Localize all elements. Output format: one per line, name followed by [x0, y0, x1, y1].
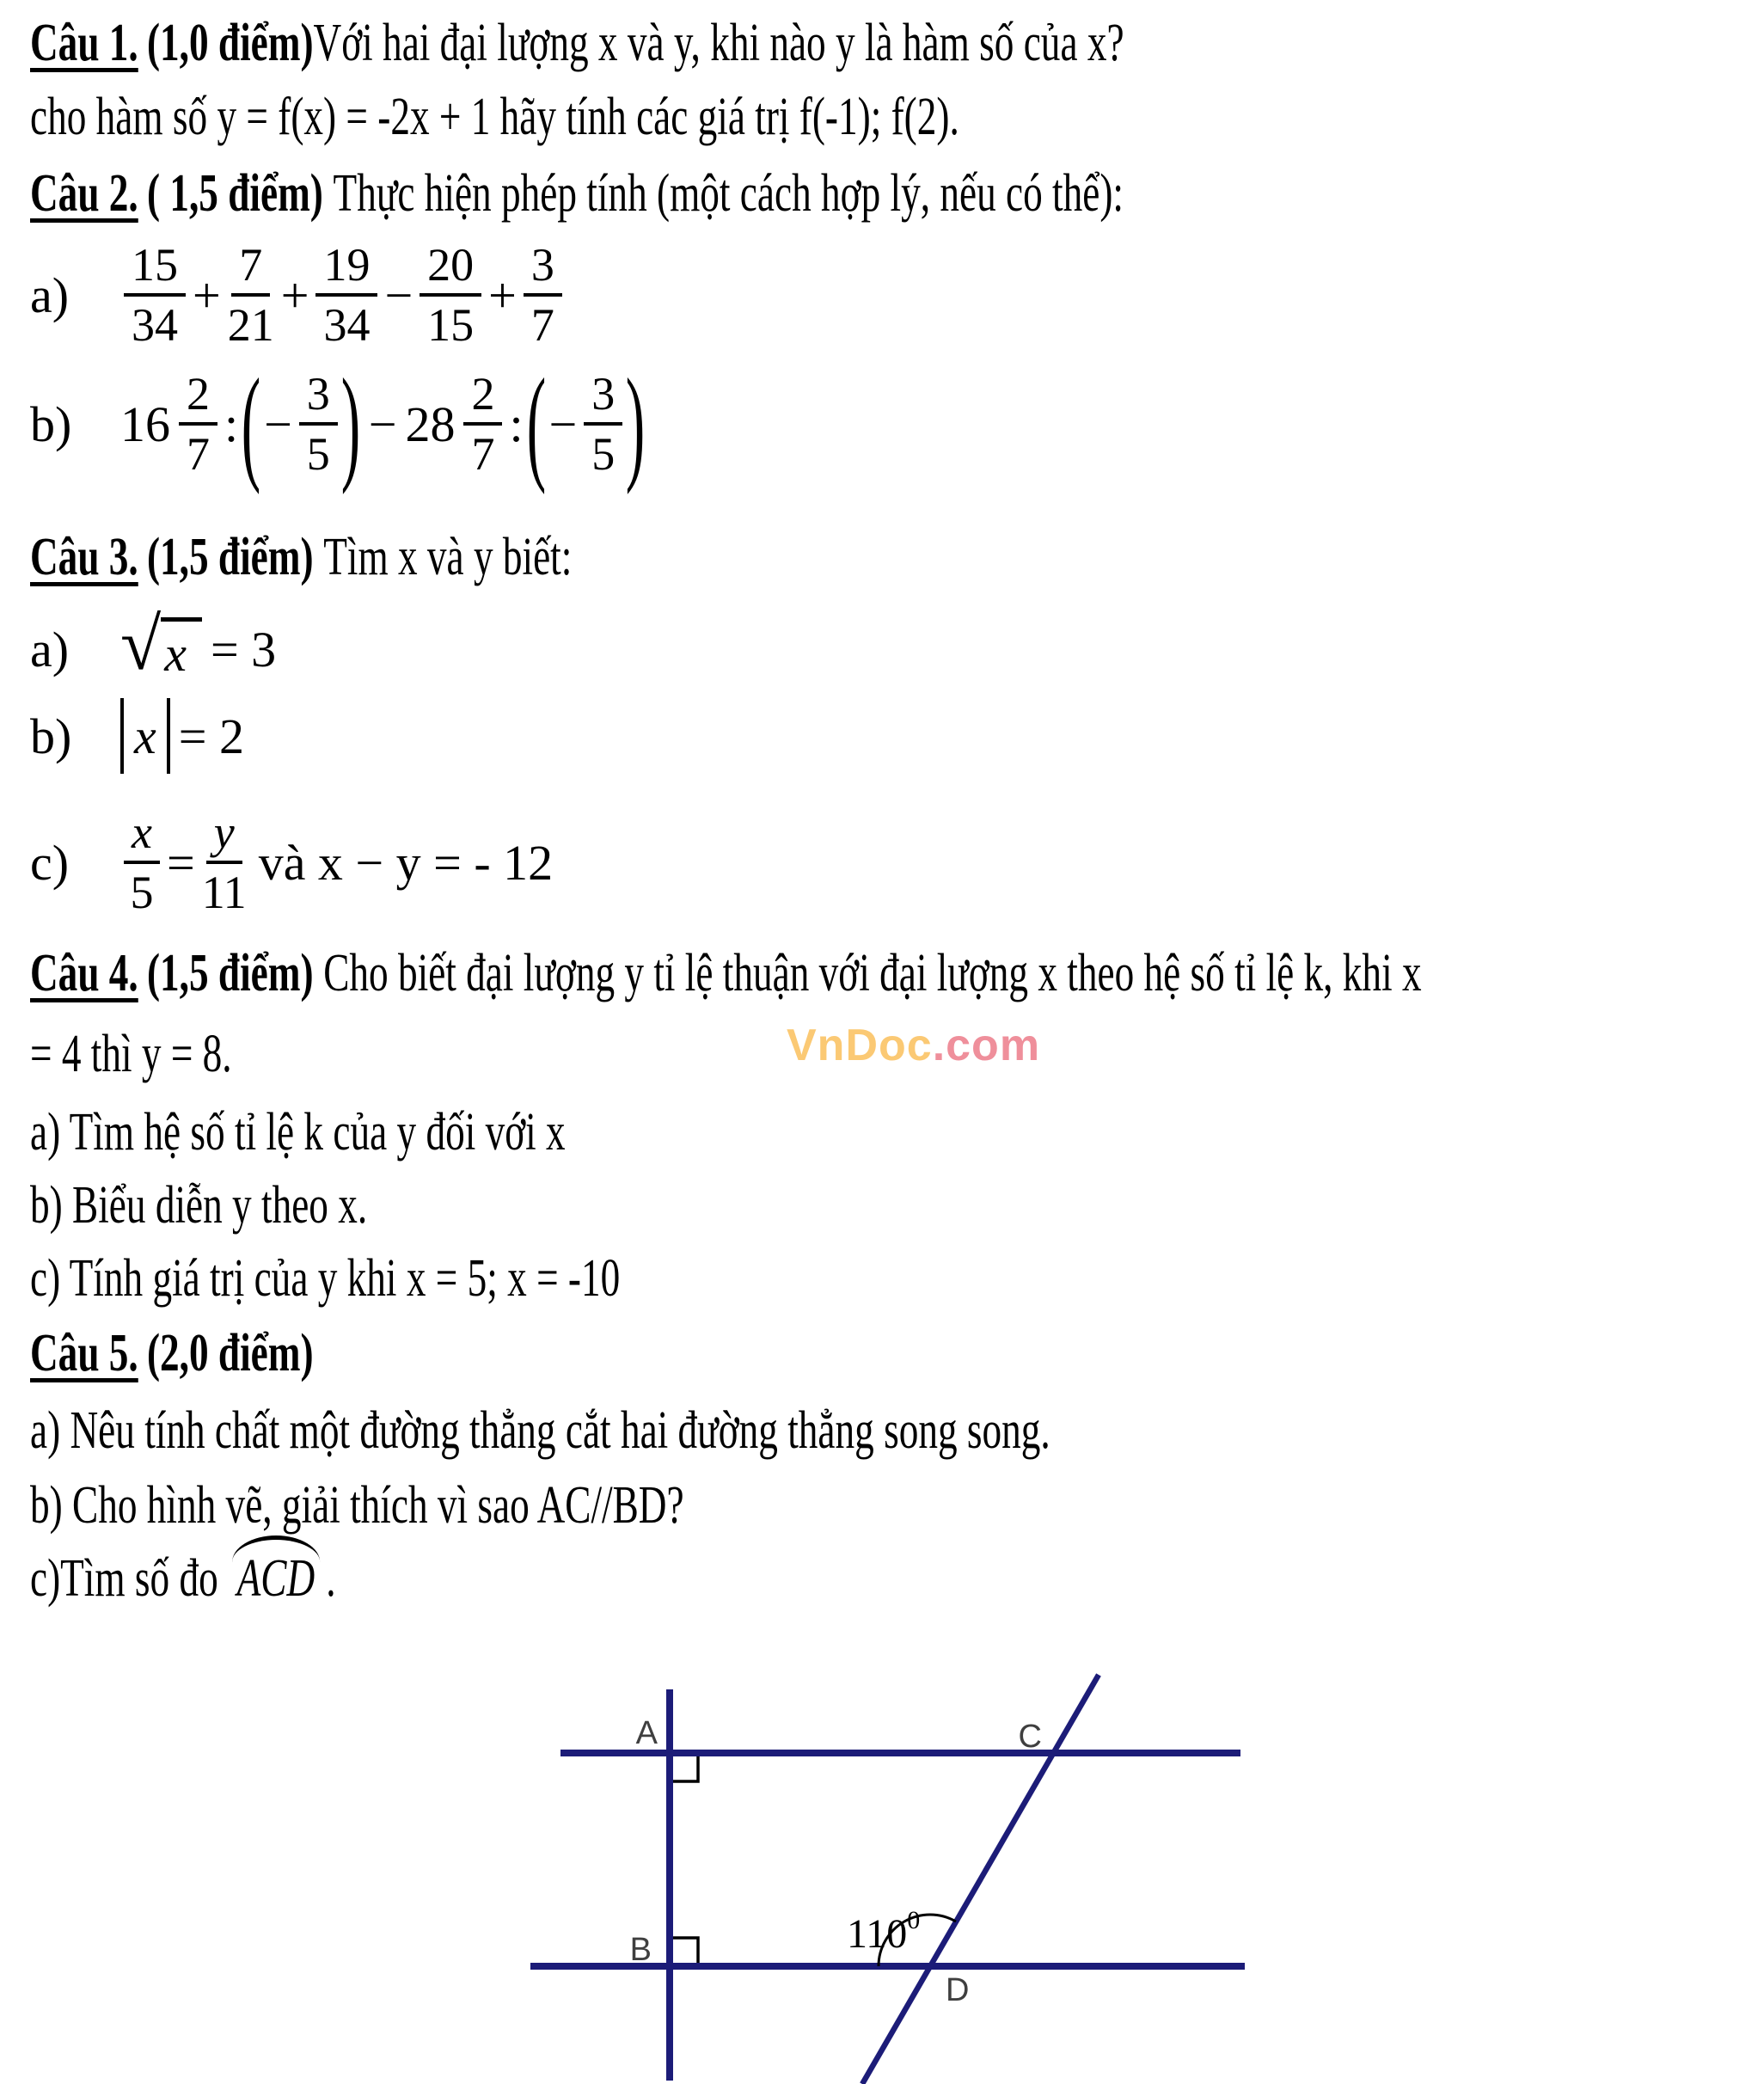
item-c-label: c) [30, 834, 70, 891]
condition-text: và x − y = - 12 [258, 834, 554, 891]
fraction: $\frac{15}{34}$ [124, 239, 186, 352]
operator-minus: − [368, 395, 397, 452]
operator-plus: + [280, 267, 309, 323]
angle-measure-110: $110^0$ [847, 1906, 921, 1957]
watermark-part2: .com [932, 1021, 1041, 1070]
cau1-function-text: cho hàm số y = f(x) = -2x + 1 hãy tính các giá trị f(-1); f(2). [30, 88, 959, 146]
equation-rhs: = 2 [178, 708, 244, 764]
right-paren: ) [340, 352, 361, 496]
fraction: $\frac{3}{5}$ [584, 368, 622, 481]
fraction: $\frac{3}{5}$ [299, 368, 338, 481]
cau4-statement: Cho biết đại lượng y tỉ lệ thuận với đại lượng x theo hệ số tỉ lệ k, khi x [323, 944, 1422, 1002]
operator-plus: + [193, 267, 221, 323]
cau5-item-a: a) Nêu tính chất một đường thẳng cắt hai đường thẳng song song. [30, 1401, 1050, 1460]
operator-plus: + [488, 267, 517, 323]
cau5-heading: Câu 5. [30, 1324, 138, 1382]
fraction: $\frac{20}{15}$ [420, 239, 481, 352]
fraction: $\frac{7}{21}$ [227, 239, 274, 352]
equation-rhs: = 3 [210, 621, 277, 677]
cau4-heading-line [30, 944, 1422, 1002]
fraction: $\frac{2}{7}$ [463, 368, 502, 481]
absolute-value: x [120, 698, 170, 774]
cau2-heading-line [30, 164, 1124, 223]
fraction: $\frac{x}{5}$ [124, 806, 160, 919]
fraction: $\frac{19}{34}$ [315, 239, 377, 352]
cau3-points: (1,5 điểm) [146, 528, 314, 586]
right-angle-mark-A [670, 1753, 698, 1781]
operator-divide: : [224, 395, 239, 452]
cau1-points: (1,0 điểm) [146, 14, 314, 72]
operator-negative: − [548, 395, 578, 452]
cau3-item-c [30, 806, 561, 919]
cau5-item-b: b) Cho hình vẽ, giải thích vì sao AC//BD? [30, 1476, 684, 1535]
cau4-heading: Câu 4. [30, 944, 138, 1002]
cau4-points: (1,5 điểm) [146, 944, 314, 1002]
cau2-instruction: Thực hiện phép tính (một cách hợp lý, nếu có thể): [333, 164, 1124, 223]
point-label-B: B [629, 1932, 652, 1968]
left-paren: ( [241, 352, 261, 496]
cau5c-text: c)Tìm số đo [30, 1549, 218, 1608]
item-a-label: a) [30, 267, 70, 323]
cau4-item-a: a) Tìm hệ số tỉ lệ k của y đối với x [30, 1103, 566, 1162]
fraction: $\frac{y}{11}$ [201, 806, 247, 919]
fraction: $\frac{2}{7}$ [179, 368, 217, 481]
cau1-heading: Câu 1. [30, 14, 138, 72]
watermark-part1: VnDoc [787, 1021, 933, 1070]
cau4-line2 [30, 1025, 232, 1083]
operator-minus: − [384, 267, 413, 323]
cau5-item-c [30, 1549, 336, 1608]
degree-superscript: 0 [907, 1906, 921, 1934]
point-label-C: C [1018, 1719, 1042, 1755]
period: . [326, 1549, 336, 1608]
cau2-item-b [30, 352, 646, 496]
point-label-D: D [946, 1972, 970, 2008]
cau2-points: ( 1,5 điểm) [146, 164, 323, 223]
angle-ACD: ACD [235, 1549, 317, 1608]
cau3-instruction: Tìm x và y biết: [323, 528, 573, 586]
cau3-item-a [30, 603, 285, 685]
square-root: √ x [120, 616, 202, 683]
cau5-points: (2,0 điểm) [146, 1324, 314, 1382]
item-a-label: a) [30, 621, 70, 677]
cau4-statement-cont: = 4 thì y = 8. [30, 1025, 232, 1083]
operator-divide: : [509, 395, 524, 452]
cau5-heading-line [30, 1324, 314, 1382]
operator-negative: − [264, 395, 292, 452]
right-paren: ) [626, 352, 646, 496]
cau4-item-b: b) Biểu diễn y theo x. [30, 1176, 368, 1235]
left-paren: ( [526, 352, 546, 496]
cau1-line2 [30, 88, 959, 146]
item-b-label: b) [30, 708, 72, 764]
vndoc-watermark [787, 1020, 1040, 1071]
cau1-heading-line [30, 14, 1124, 72]
equals-sign: = [166, 834, 195, 891]
geometry-figure [0, 1671, 1764, 2084]
cau2-item-a [30, 239, 566, 352]
mixed-number: 16 $\frac{2}{7}$ [120, 368, 221, 481]
right-angle-mark-B [670, 1938, 698, 1966]
cau1-question: Với hai đại lượng x và y, khi nào y là hàm số của x? [313, 14, 1124, 72]
cau3-heading: Câu 3. [30, 528, 138, 586]
cau3-heading-line [30, 528, 572, 586]
item-b-label: b) [30, 395, 72, 452]
cau2-heading: Câu 2. [30, 164, 138, 223]
mixed-number: 28 $\frac{2}{7}$ [405, 368, 505, 481]
cau4-item-c: c) Tính giá trị của y khi x = 5; x = -10 [30, 1249, 621, 1308]
radical-sign: √ [120, 603, 162, 685]
cau3-item-b [30, 698, 253, 774]
point-label-A: A [635, 1715, 658, 1751]
fraction: $\frac{3}{7}$ [524, 239, 562, 352]
slanted-transversal-CD [862, 1675, 1099, 2084]
